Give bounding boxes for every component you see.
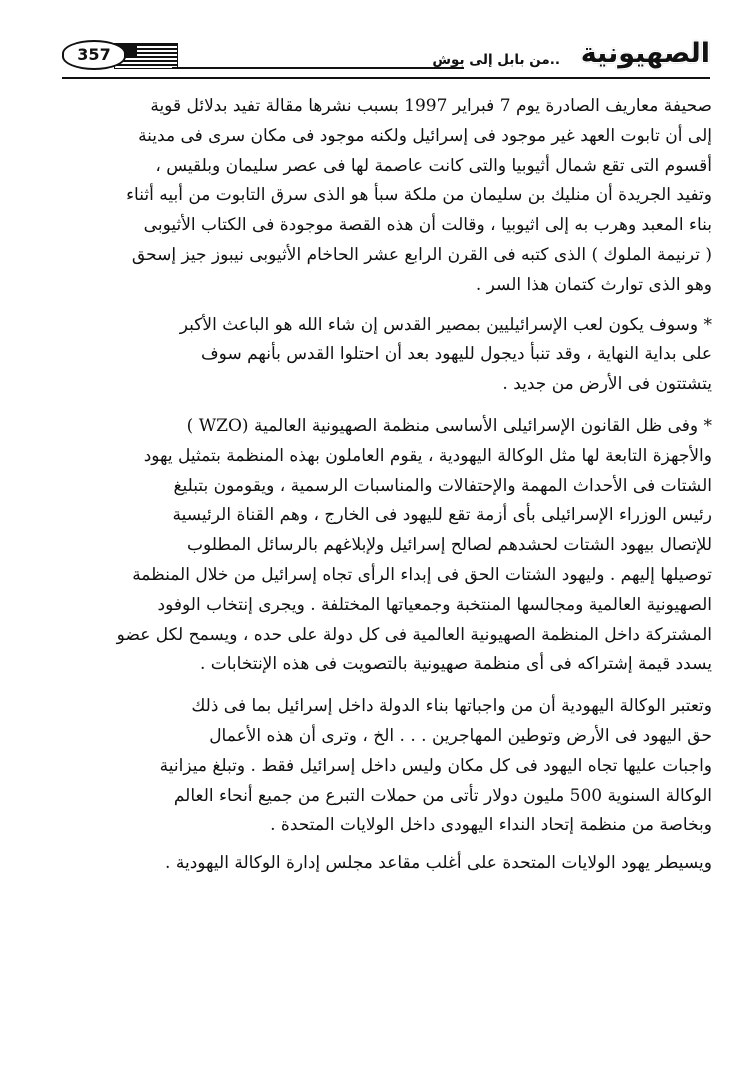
text-line: الصهيونية العالمية ومجالسها المنتخبة وجمعياتها المختلفة . ويجرى إنتخاب الوفود — [157, 594, 712, 615]
text-line: وتفيد الجريدة أن منليك بن سليمان من ملكة سبأ هو الذى سرق التابوت من أبيه أثناء — [126, 185, 712, 206]
text-line: للإتصال بيهود الشتات لحشدهم لصالح إسرائيل ولإبلاغهم بالرسائل المطلوب — [187, 535, 712, 556]
text-line: يتشتتون فى الأرض من جديد . — [502, 374, 712, 395]
paragraph-1 — [64, 92, 712, 301]
header-subtitle: ..من بابل إلى بوش — [432, 52, 560, 68]
text-line: والأجهزة التابعة لها مثل الوكالة اليهودية ، يقوم العاملون بهذه المنظمة بتمثيل يهود — [143, 445, 712, 466]
text-line: صحيفة معاريف الصادرة يوم 7 فبراير 1997 بسبب نشرها مقالة تفيد بدلائل قوية — [150, 96, 712, 116]
text-line: يسدد قيمة إشتراكه فى أى منظمة صهيونية بالتصويت فى هذه الإنتخابات . — [199, 654, 712, 675]
paragraph-4 — [64, 692, 712, 841]
text-line: ( ترنيمة الملوك ) الذى كتبه فى القرن الرابع عشر الحاخام الأثيوبى نيبوز جيز إسحق — [131, 244, 712, 265]
page-body — [64, 92, 712, 879]
text-line: وهو الذى توارث كتمان هذا السر . — [475, 274, 712, 295]
text-line: بناء المعبد وهرب به إلى اثيوبيا ، وقالت أن هذه القصة موجودة فى الكتاب الأثيوبى — [143, 215, 712, 236]
text-line: وبخاصة من منظمة إتحاد النداء اليهودى داخل الولايات المتحدة . — [270, 815, 712, 836]
text-line: ويسيطر يهود الولايات المتحدة على أغلب مقاعد مجلس إدارة الوكالة اليهودية . — [165, 853, 712, 874]
text-line: وتعتبر الوكالة اليهودية أن من واجباتها بناء الدولة داخل إسرائيل بما فى ذلك — [191, 696, 712, 717]
text-line: * وفى ظل القانون الإسرائيلى الأساسى منظمة الصهيونية العالمية (WZO ) — [186, 415, 712, 436]
text-line: * وسوف يكون لعب الإسرائيليين بمصير القدس إن شاء الله هو الباعث الأكبر — [179, 314, 712, 335]
paragraph-5 — [64, 849, 712, 879]
text-line: أقسوم التى تقع شمال أثيوبيا والتى كانت عاصمة لها فى عصر سليمان وبلقيس ، — [155, 155, 712, 176]
page-header — [62, 36, 710, 86]
header-underline — [62, 77, 710, 79]
text-line: الشتات فى الأحداث المهمة والإحتفالات والمناسبات الرسمية ، ويقومون بتبليغ — [173, 475, 712, 496]
text-line: على بداية النهاية ، وقد تنبأ ديجول لليهود بعد أن احتلوا القدس بأنهم سوف — [201, 344, 712, 365]
page-number-area — [62, 40, 180, 70]
page-number: 357 — [62, 40, 126, 70]
text-line: الوكالة السنوية 500 مليون دولار تأتى من حملات التبرع من جميع أنحاء العالم — [173, 785, 712, 806]
paragraph-3 — [64, 412, 712, 680]
paragraph-2 — [64, 311, 712, 400]
text-line: واجبات عليها تجاه اليهود فى كل مكان وليس داخل إسرائيل فقط . وتبلغ ميزانية — [159, 755, 712, 776]
text-line: حق اليهود فى الأرض وتوطين المهاجرين . . . الخ ، وترى أن هذه الأعمال — [209, 725, 712, 746]
text-line: توصيلها إليهم . وليهود الشتات الحق فى إبداء الرأى تجاه إسرائيل من خلال المنظمة — [132, 564, 712, 585]
header-title: الصهيونية — [580, 38, 710, 69]
header-rule — [172, 67, 464, 69]
text-line: رئيس الوزراء الإسرائيلى بأى أزمة تقع لليهود فى الخارج ، وهم القناة الرئيسية — [172, 505, 712, 526]
text-line: المشتركة داخل المنظمة الصهيونية العالمية فى كل دولة على حده ، ويسمح لكل عضو — [116, 624, 712, 645]
text-line: إلى أن تابوت العهد غير موجود فى إسرائيل ولكنه موجود فى مكان سرى فى مدينة — [138, 125, 712, 146]
